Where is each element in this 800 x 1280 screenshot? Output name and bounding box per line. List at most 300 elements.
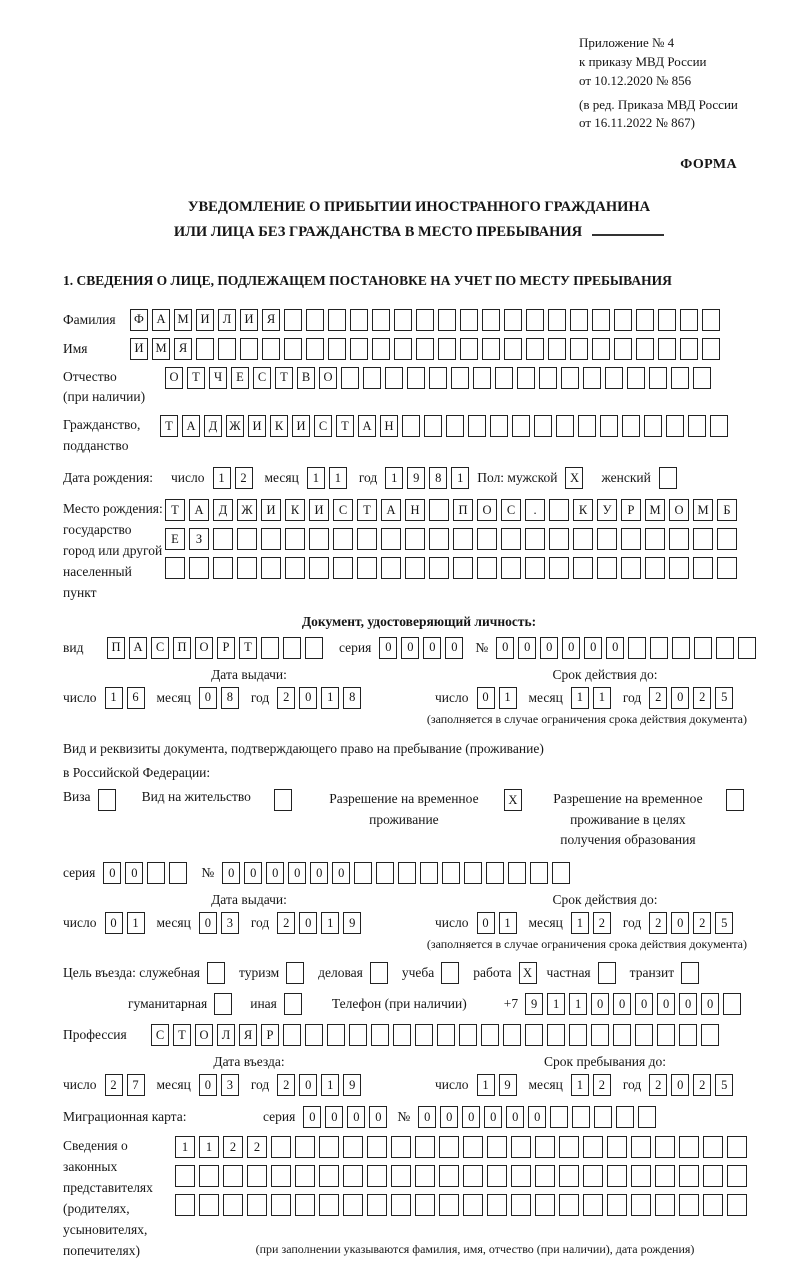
char-box[interactable]	[526, 309, 544, 331]
char-box[interactable]: 1	[213, 467, 231, 489]
char-box[interactable]	[451, 367, 469, 389]
char-box[interactable]: О	[319, 367, 337, 389]
char-box[interactable]: 9	[525, 993, 543, 1015]
char-box[interactable]: 0	[613, 993, 631, 1015]
char-box[interactable]: Я	[262, 309, 280, 331]
char-box[interactable]: 0	[484, 1106, 502, 1128]
char-box[interactable]: 0	[299, 687, 317, 709]
char-box[interactable]: 1	[547, 993, 565, 1015]
char-box[interactable]: 1	[499, 687, 517, 709]
char-box[interactable]: Т	[357, 499, 377, 521]
char-box[interactable]	[306, 309, 324, 331]
char-box[interactable]: 0	[288, 862, 306, 884]
char-box[interactable]: И	[309, 499, 329, 521]
char-box[interactable]	[694, 637, 712, 659]
char-box[interactable]: И	[130, 338, 148, 360]
char-box[interactable]: 0	[440, 1106, 458, 1128]
char-box[interactable]: М	[645, 499, 665, 521]
char-box[interactable]: Б	[717, 499, 737, 521]
char-box[interactable]: 9	[343, 1074, 361, 1096]
char-box[interactable]: 2	[105, 1074, 123, 1096]
char-box[interactable]: 0	[244, 862, 262, 884]
char-box[interactable]: 0	[369, 1106, 387, 1128]
char-box[interactable]: 0	[496, 637, 514, 659]
char-box[interactable]	[284, 309, 302, 331]
char-box[interactable]	[702, 309, 720, 331]
char-box[interactable]: Т	[160, 415, 178, 437]
char-box[interactable]: Л	[217, 1024, 235, 1046]
char-box[interactable]	[394, 338, 412, 360]
char-box[interactable]	[261, 557, 281, 579]
char-box[interactable]	[622, 415, 640, 437]
char-box[interactable]	[561, 367, 579, 389]
char-box[interactable]	[165, 557, 185, 579]
char-box[interactable]: 1	[321, 687, 339, 709]
char-box[interactable]	[679, 1024, 697, 1046]
char-box[interactable]	[398, 862, 416, 884]
char-box[interactable]	[328, 309, 346, 331]
char-box[interactable]	[645, 528, 665, 550]
char-box[interactable]	[333, 528, 353, 550]
char-box[interactable]	[283, 1024, 301, 1046]
purpose-business-checkbox[interactable]	[370, 962, 388, 984]
char-box[interactable]	[614, 338, 632, 360]
char-box[interactable]: 1	[385, 467, 403, 489]
char-box[interactable]	[429, 499, 449, 521]
char-box[interactable]: 1	[321, 912, 339, 934]
char-box[interactable]	[349, 1024, 367, 1046]
char-box[interactable]	[679, 1194, 699, 1216]
char-box[interactable]	[218, 338, 236, 360]
char-box[interactable]	[703, 1136, 723, 1158]
purpose-transit-checkbox[interactable]	[681, 962, 699, 984]
char-box[interactable]	[453, 557, 473, 579]
purpose-business-checkbox[interactable]	[370, 962, 392, 984]
char-box[interactable]: 6	[127, 687, 145, 709]
char-box[interactable]: В	[297, 367, 315, 389]
char-box[interactable]	[283, 637, 301, 659]
char-box[interactable]	[666, 415, 684, 437]
char-box[interactable]: 9	[343, 912, 361, 934]
char-box[interactable]: Д	[204, 415, 222, 437]
char-box[interactable]: С	[501, 499, 521, 521]
char-box[interactable]: А	[381, 499, 401, 521]
char-box[interactable]	[680, 309, 698, 331]
char-box[interactable]	[405, 528, 425, 550]
char-box[interactable]	[328, 338, 346, 360]
char-box[interactable]	[240, 338, 258, 360]
char-box[interactable]	[350, 309, 368, 331]
char-box[interactable]	[559, 1165, 579, 1187]
char-box[interactable]	[199, 1165, 219, 1187]
visa-checkbox[interactable]	[98, 789, 116, 811]
char-box[interactable]	[552, 862, 570, 884]
char-box[interactable]	[636, 309, 654, 331]
char-box[interactable]: .	[525, 499, 545, 521]
char-box[interactable]	[679, 1136, 699, 1158]
char-box[interactable]	[727, 1194, 747, 1216]
char-box[interactable]	[393, 1024, 411, 1046]
char-box[interactable]: 2	[649, 687, 667, 709]
char-box[interactable]	[583, 367, 601, 389]
char-box[interactable]: Р	[217, 637, 235, 659]
char-box[interactable]	[650, 637, 668, 659]
char-box[interactable]	[535, 1165, 555, 1187]
char-box[interactable]: И	[240, 309, 258, 331]
char-box[interactable]	[402, 415, 420, 437]
char-box[interactable]: 2	[593, 912, 611, 934]
char-box[interactable]	[420, 862, 438, 884]
char-box[interactable]	[594, 1106, 612, 1128]
char-box[interactable]	[473, 367, 491, 389]
char-box[interactable]	[319, 1136, 339, 1158]
purpose-tourism-checkbox[interactable]	[286, 962, 304, 984]
purpose-private-checkbox[interactable]	[598, 962, 616, 984]
char-box[interactable]	[237, 557, 257, 579]
char-box[interactable]	[416, 338, 434, 360]
char-box[interactable]: Я	[174, 338, 192, 360]
char-box[interactable]: Ч	[209, 367, 227, 389]
char-box[interactable]: 2	[223, 1136, 243, 1158]
char-box[interactable]: Т	[165, 499, 185, 521]
char-box[interactable]	[247, 1165, 267, 1187]
char-box[interactable]	[550, 1106, 568, 1128]
residence-permit-checkbox[interactable]	[274, 789, 296, 811]
char-box[interactable]	[508, 862, 526, 884]
sex-female-checkbox[interactable]	[659, 467, 677, 489]
char-box[interactable]	[655, 1136, 675, 1158]
char-box[interactable]	[583, 1136, 603, 1158]
char-box[interactable]	[526, 338, 544, 360]
char-box[interactable]	[655, 1165, 675, 1187]
char-box[interactable]	[439, 1165, 459, 1187]
char-box[interactable]	[223, 1194, 243, 1216]
char-box[interactable]: Ж	[237, 499, 257, 521]
char-box[interactable]	[525, 528, 545, 550]
char-box[interactable]	[439, 1194, 459, 1216]
char-box[interactable]	[429, 528, 449, 550]
char-box[interactable]: 0	[445, 637, 463, 659]
char-box[interactable]	[295, 1136, 315, 1158]
char-box[interactable]	[271, 1136, 291, 1158]
char-box[interactable]	[511, 1194, 531, 1216]
char-box[interactable]: 0	[310, 862, 328, 884]
char-box[interactable]: 0	[325, 1106, 343, 1128]
char-box[interactable]: И	[196, 309, 214, 331]
char-box[interactable]	[147, 862, 165, 884]
char-box[interactable]	[701, 1024, 719, 1046]
char-box[interactable]	[621, 557, 641, 579]
char-box[interactable]	[645, 557, 665, 579]
char-box[interactable]	[463, 1194, 483, 1216]
char-box[interactable]	[175, 1165, 195, 1187]
char-box[interactable]: О	[477, 499, 497, 521]
char-box[interactable]: 0	[562, 637, 580, 659]
char-box[interactable]	[657, 1024, 675, 1046]
char-box[interactable]: 0	[105, 912, 123, 934]
char-box[interactable]	[371, 1024, 389, 1046]
char-box[interactable]: 0	[199, 687, 217, 709]
char-box[interactable]: Е	[165, 528, 185, 550]
char-box[interactable]	[530, 862, 548, 884]
char-box[interactable]	[583, 1194, 603, 1216]
char-box[interactable]: 3	[221, 912, 239, 934]
char-box[interactable]: И	[261, 499, 281, 521]
char-box[interactable]	[477, 528, 497, 550]
sex-male-checkbox[interactable]	[565, 467, 587, 489]
char-box[interactable]	[460, 309, 478, 331]
char-box[interactable]	[710, 415, 728, 437]
purpose-private-checkbox[interactable]	[598, 962, 620, 984]
char-box[interactable]: Р	[621, 499, 641, 521]
char-box[interactable]	[357, 557, 377, 579]
char-box[interactable]: 1	[199, 1136, 219, 1158]
char-box[interactable]	[631, 1136, 651, 1158]
char-box[interactable]: 0	[299, 912, 317, 934]
char-box[interactable]	[439, 1136, 459, 1158]
char-box[interactable]: 8	[343, 687, 361, 709]
char-box[interactable]	[468, 415, 486, 437]
char-box[interactable]	[261, 528, 281, 550]
char-box[interactable]	[306, 338, 324, 360]
char-box[interactable]: Е	[231, 367, 249, 389]
char-box[interactable]: 1	[569, 993, 587, 1015]
char-box[interactable]	[438, 309, 456, 331]
char-box[interactable]	[391, 1194, 411, 1216]
char-box[interactable]	[631, 1194, 651, 1216]
residence-permit-checkbox[interactable]	[274, 789, 292, 811]
char-box[interactable]: 1	[571, 687, 589, 709]
char-box[interactable]	[655, 1194, 675, 1216]
char-box[interactable]	[376, 862, 394, 884]
char-box[interactable]	[486, 862, 504, 884]
char-box[interactable]	[597, 528, 617, 550]
char-box[interactable]: 0	[477, 687, 495, 709]
char-box[interactable]: П	[173, 637, 191, 659]
char-box[interactable]	[196, 338, 214, 360]
char-box[interactable]: 0	[423, 637, 441, 659]
char-box[interactable]: О	[195, 637, 213, 659]
char-box[interactable]	[199, 1194, 219, 1216]
char-box[interactable]	[679, 1165, 699, 1187]
char-box[interactable]	[573, 557, 593, 579]
char-box[interactable]	[549, 557, 569, 579]
char-box[interactable]: 1	[175, 1136, 195, 1158]
char-box[interactable]	[453, 528, 473, 550]
char-box[interactable]	[487, 1194, 507, 1216]
char-box[interactable]	[271, 1194, 291, 1216]
char-box[interactable]: 0	[635, 993, 653, 1015]
char-box[interactable]: Н	[405, 499, 425, 521]
char-box[interactable]	[343, 1194, 363, 1216]
char-box[interactable]	[415, 1136, 435, 1158]
char-box[interactable]	[570, 309, 588, 331]
char-box[interactable]	[717, 557, 737, 579]
char-box[interactable]	[481, 1024, 499, 1046]
char-box[interactable]: 1	[477, 1074, 495, 1096]
char-box[interactable]: 9	[407, 467, 425, 489]
char-box[interactable]	[309, 528, 329, 550]
char-box[interactable]	[638, 1106, 656, 1128]
char-box[interactable]: Н	[380, 415, 398, 437]
char-box[interactable]	[350, 338, 368, 360]
purpose-study-checkbox[interactable]	[441, 962, 463, 984]
char-box[interactable]	[607, 1194, 627, 1216]
char-box[interactable]: С	[253, 367, 271, 389]
char-box[interactable]: 0	[199, 912, 217, 934]
char-box[interactable]	[416, 309, 434, 331]
char-box[interactable]: Т	[239, 637, 257, 659]
purpose-transit-checkbox[interactable]	[681, 962, 703, 984]
char-box[interactable]	[247, 1194, 267, 1216]
char-box[interactable]: 0	[701, 993, 719, 1015]
char-box[interactable]	[738, 637, 756, 659]
char-box[interactable]: С	[151, 1024, 169, 1046]
char-box[interactable]	[237, 528, 257, 550]
char-box[interactable]	[539, 367, 557, 389]
purpose-study-checkbox[interactable]	[441, 962, 459, 984]
char-box[interactable]	[556, 415, 574, 437]
char-box[interactable]: 0	[679, 993, 697, 1015]
char-box[interactable]	[175, 1194, 195, 1216]
char-box[interactable]: М	[174, 309, 192, 331]
purpose-other-checkbox[interactable]	[284, 993, 302, 1015]
char-box[interactable]: 1	[451, 467, 469, 489]
char-box[interactable]: 2	[247, 1136, 267, 1158]
char-box[interactable]	[658, 309, 676, 331]
char-box[interactable]	[372, 338, 390, 360]
char-box[interactable]	[614, 309, 632, 331]
char-box[interactable]: 5	[715, 912, 733, 934]
char-box[interactable]	[597, 557, 617, 579]
char-box[interactable]	[669, 528, 689, 550]
char-box[interactable]: 2	[693, 687, 711, 709]
sex-female-checkbox[interactable]	[659, 467, 681, 489]
char-box[interactable]: 0	[266, 862, 284, 884]
char-box[interactable]: 0	[540, 637, 558, 659]
char-box[interactable]: 2	[593, 1074, 611, 1096]
char-box[interactable]	[261, 637, 279, 659]
char-box[interactable]: С	[314, 415, 332, 437]
char-box[interactable]: А	[182, 415, 200, 437]
char-box[interactable]	[621, 528, 641, 550]
char-box[interactable]: М	[152, 338, 170, 360]
char-box[interactable]: 0	[671, 687, 689, 709]
temp-residence-checkbox[interactable]: X	[504, 789, 522, 811]
char-box[interactable]	[636, 338, 654, 360]
char-box[interactable]	[583, 1165, 603, 1187]
char-box[interactable]	[487, 1136, 507, 1158]
char-box[interactable]: К	[270, 415, 288, 437]
char-box[interactable]: М	[693, 499, 713, 521]
char-box[interactable]	[535, 1194, 555, 1216]
char-box[interactable]	[213, 528, 233, 550]
char-box[interactable]	[169, 862, 187, 884]
char-box[interactable]: 0	[401, 637, 419, 659]
char-box[interactable]	[437, 1024, 455, 1046]
char-box[interactable]: А	[189, 499, 209, 521]
char-box[interactable]	[511, 1136, 531, 1158]
char-box[interactable]	[693, 367, 711, 389]
char-box[interactable]	[628, 637, 646, 659]
char-box[interactable]	[672, 637, 690, 659]
purpose-official-checkbox[interactable]	[207, 962, 225, 984]
char-box[interactable]	[727, 1165, 747, 1187]
char-box[interactable]: 0	[671, 1074, 689, 1096]
char-box[interactable]	[649, 367, 667, 389]
char-box[interactable]	[459, 1024, 477, 1046]
char-box[interactable]: З	[189, 528, 209, 550]
char-box[interactable]: 1	[127, 912, 145, 934]
char-box[interactable]: 0	[347, 1106, 365, 1128]
sex-male-checkbox[interactable]: X	[565, 467, 583, 489]
char-box[interactable]	[573, 528, 593, 550]
char-box[interactable]: 0	[222, 862, 240, 884]
char-box[interactable]	[693, 557, 713, 579]
char-box[interactable]: 1	[571, 912, 589, 934]
char-box[interactable]	[463, 1136, 483, 1158]
char-box[interactable]	[442, 862, 460, 884]
char-box[interactable]: 2	[277, 1074, 295, 1096]
char-box[interactable]	[285, 528, 305, 550]
char-box[interactable]	[616, 1106, 634, 1128]
char-box[interactable]: Т	[275, 367, 293, 389]
char-box[interactable]	[549, 528, 569, 550]
char-box[interactable]	[271, 1165, 291, 1187]
char-box[interactable]	[341, 367, 359, 389]
char-box[interactable]: Ф	[130, 309, 148, 331]
char-box[interactable]	[504, 309, 522, 331]
char-box[interactable]	[716, 637, 734, 659]
char-box[interactable]	[644, 415, 662, 437]
temp-residence-education-checkbox[interactable]	[726, 789, 744, 811]
purpose-work-checkbox[interactable]: X	[519, 962, 537, 984]
char-box[interactable]	[477, 557, 497, 579]
char-box[interactable]	[570, 338, 588, 360]
char-box[interactable]: 2	[277, 912, 295, 934]
char-box[interactable]	[511, 1165, 531, 1187]
char-box[interactable]	[627, 367, 645, 389]
purpose-official-checkbox[interactable]	[207, 962, 229, 984]
char-box[interactable]	[495, 367, 513, 389]
char-box[interactable]	[333, 557, 353, 579]
char-box[interactable]	[295, 1194, 315, 1216]
char-box[interactable]	[613, 1024, 631, 1046]
char-box[interactable]	[285, 557, 305, 579]
char-box[interactable]	[354, 862, 372, 884]
char-box[interactable]	[525, 557, 545, 579]
char-box[interactable]: 2	[235, 467, 253, 489]
char-box[interactable]	[607, 1165, 627, 1187]
char-box[interactable]: И	[292, 415, 310, 437]
char-box[interactable]	[343, 1136, 363, 1158]
char-box[interactable]: А	[358, 415, 376, 437]
char-box[interactable]	[213, 557, 233, 579]
char-box[interactable]: 2	[693, 1074, 711, 1096]
char-box[interactable]: О	[195, 1024, 213, 1046]
char-box[interactable]	[429, 367, 447, 389]
char-box[interactable]	[407, 367, 425, 389]
char-box[interactable]: П	[453, 499, 473, 521]
char-box[interactable]	[327, 1024, 345, 1046]
char-box[interactable]: 2	[649, 1074, 667, 1096]
char-box[interactable]: 9	[499, 1074, 517, 1096]
char-box[interactable]: 0	[125, 862, 143, 884]
char-box[interactable]	[424, 415, 442, 437]
char-box[interactable]	[549, 499, 569, 521]
char-box[interactable]	[578, 415, 596, 437]
visa-checkbox[interactable]	[98, 789, 120, 811]
